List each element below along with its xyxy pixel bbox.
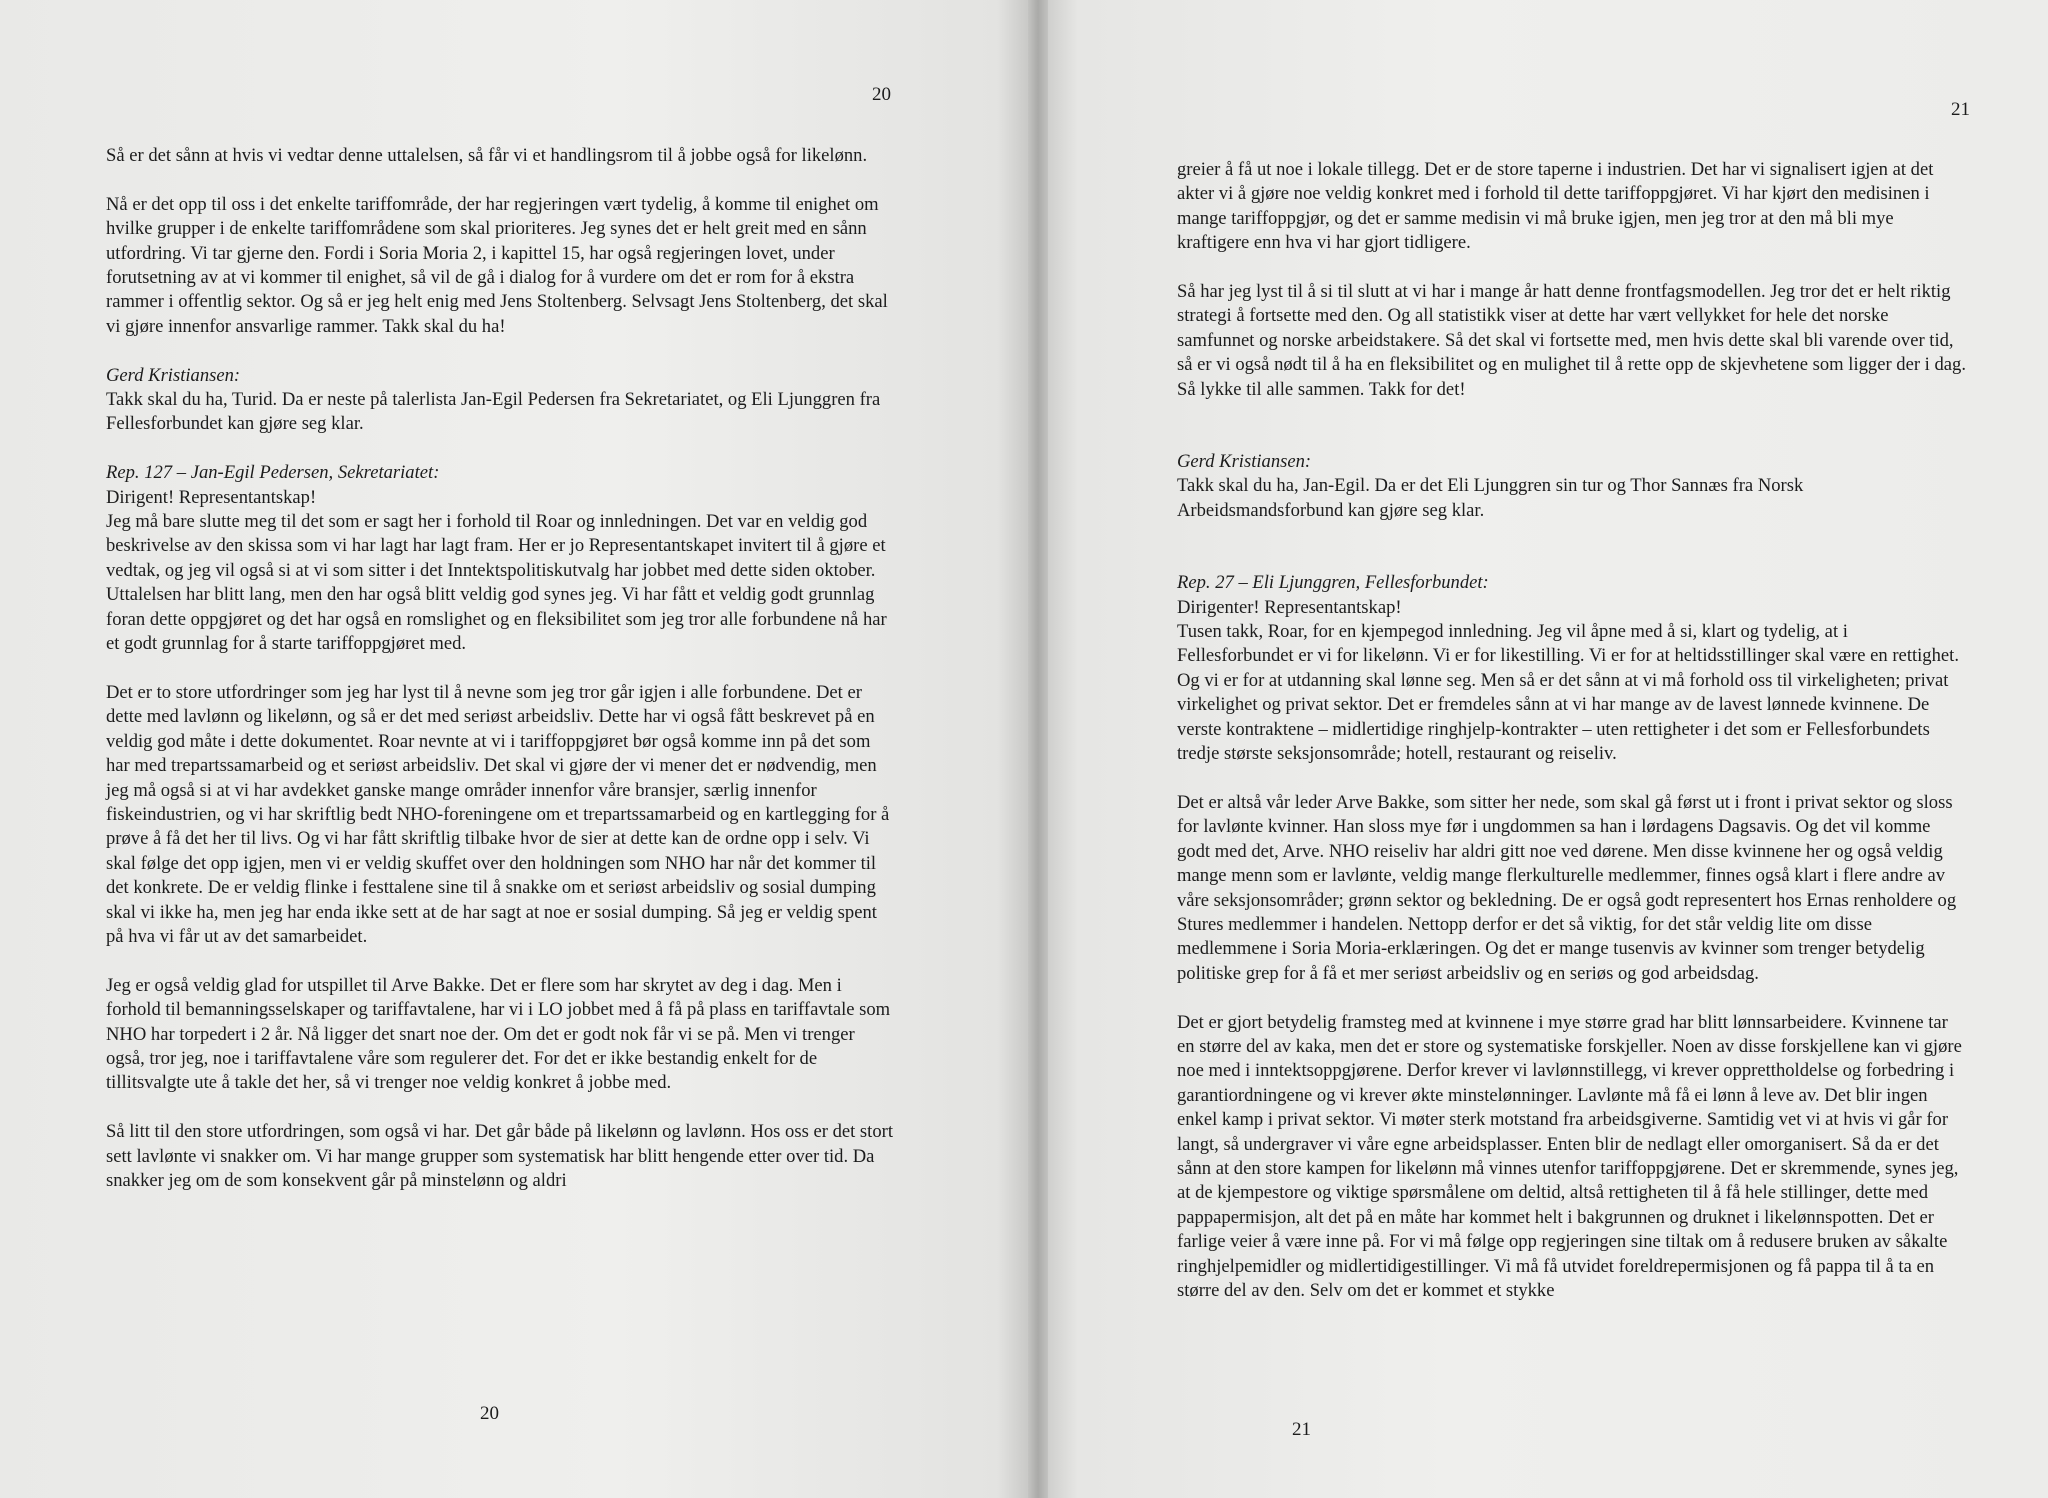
paragraph: Så er det sånn at hvis vi vedtar denne uttalelsen, så får vi et handlingsrom til å jobbe også for likelønn. bbox=[106, 145, 868, 166]
book-gutter bbox=[1028, 0, 1048, 1498]
speaker-block bbox=[1177, 450, 1967, 523]
speaker-block bbox=[106, 461, 896, 656]
speech-text: Takk skal du ha, Turid. Da er neste på talerlista Jan-Egil Pedersen fra Sekretariatet, og Eli Ljunggren fra Fellesforbundet kan gjøre seg klar. bbox=[106, 389, 881, 435]
speaker-name: Gerd Kristiansen: bbox=[106, 364, 241, 386]
speech-greeting: Dirigenter! Representantskap! bbox=[1177, 596, 1402, 618]
paragraph: greier å få ut noe i lokale tillegg. Det er de store taperne i industrien. Det har vi signalisert igjen at det akter vi å gjøre noe veldig konkret med i forhold til dette tariffoppgjøret. Vi har kjørt den medisinen i mange tariffoppgjør, og det er samme medisin vi må bruke igjen, men jeg tror at den må bli mye kraftigere enn hva vi har gjort tidligere. bbox=[1177, 159, 1934, 254]
page-number-top: 20 bbox=[872, 84, 891, 105]
paragraph: Det er to store utfordringer som jeg har lyst til å nevne som jeg tror går igjen i alle forbundene. Det er dette med lavlønn og likelønn, og så er det med seriøst arbeidsliv. Dette har vi også fått beskrevet på en veldig god måte i dette dokumentet. Roar nevnte at vi i tariffoppgjøret bør også komme inn på det som har med trepartssamarbeid og et seriøst arbeidsliv. Det skal vi gjøre der vi mener det er nødvendig, men jeg må også si at vi har avdekket ganske mange områder innenfor våre bransjer, særlig innenfor fiskeindustrien, og vi har skriftlig bedt NHO-foreningene om et trepartssamarbeid og en kartlegging for å prøve å få det her til livs. Og vi har fått skriftlig tilbake hvor de sier at dette kan de ordne opp i selv. Vi skal følge det opp igjen, men vi er veldig skuffet over den holdningen som NHO har når det kommer til det konkrete. De er veldig flinke i festtalene sine til å snakke om et seriøst arbeidsliv og sosial dumping skal vi ikke ha, men jeg har enda ikke sett at de har sagt at noe er sosial dumping. Så jeg er veldig spent på hva vi får ut av det samarbeidet. bbox=[106, 681, 890, 947]
speech-text: Takk skal du ha, Jan-Egil. Da er det Eli Ljunggren sin tur og Thor Sannæs fra Norsk Arbeidsmandsforbund kan gjøre seg klar. bbox=[1177, 475, 1804, 521]
left-page-text bbox=[106, 144, 896, 1218]
speech-text: Tusen takk, Roar, for en kjempegod innledning. Jeg vil åpne med å si, klart og tydelig, at i Fellesforbundet er vi for likelønn. Vi er for likestilling. Vi er for at heltidsstillinger skal være en rettighet. Og vi er for at utdanning skal lønne seg. Men så er det sånn at vi må forhold oss til virkeligheten; privat virkelighet og privat sektor. Det er fremdeles sånn at vi har mange av de lavest lønnede kvinnene. De verste kontraktene – midlertidige ringhjelp-kontrakter – uten rettigheter i det som er Fellesforbundets tredje største seksjonsområde; hotell, restaurant og reiseliv. bbox=[1177, 621, 1959, 765]
paragraph: Så har jeg lyst til å si til slutt at vi har i mange år hatt denne frontfagsmodellen. Jeg tror det er helt riktig strategi å fortsette med den. Og all statistikk viser at dette har vært vellykket for hele det norske samfunnet og norske arbeidstakere. Så det skal vi fortsette med, men hvis dette skal bli varende over tid, så er vi også nødt til å ha en fleksibilitet og en mulighet til å rette opp de skjevhetene som ligger der i dag. Så lykke til alle sammen. Takk for det! bbox=[1177, 281, 1966, 400]
speaker-block bbox=[106, 364, 896, 437]
paragraph: Jeg er også veldig glad for utspillet til Arve Bakke. Det er flere som har skrytet av deg i dag. Men i forhold til bemanningsselskaper og tariffavtalene, har vi i LO jobbet med å få på plass en tariffavtale som NHO har torpedert i 2 år. Nå ligger det snart noe der. Om det er godt nok får vi se på. Men vi trenger også, tror jeg, noe i tariffavtalene våre som regulerer det. For det er ikke bestandig enkelt for de tillitsvalgte ute å takle det her, så vi trenger noe veldig konkret å jobbe med. bbox=[106, 974, 891, 1094]
speech-greeting: Dirigent! Representantskap! bbox=[106, 486, 317, 508]
paragraph: Det er gjort betydelig framsteg med at kvinnene i mye større grad har blitt lønnsarbeidere. Kvinnene tar en større del av kaka, men det er store og systematiske forskjeller. Noen av disse forskjellene kan vi gjøre noe med i inntektsoppgjørene. Derfor krever vi lavlønnstillegg, vi krever opprettholdelse og forbedring i garantiordningene og vi krever økte minstelønninger. Lavlønte må få ei lønn å leve av. Det blir ingen enkel kamp i privat sektor. Vi møter sterk motstand fra arbeidsgiverne. Samtidig vet vi at hvis vi går for langt, så undergraver vi våre egne arbeidsplasser. Enten blir de nedlagt eller omorganisert. Så da er det sånn at den store kampen for likelønn må vinnes utenfor tariffoppgjørene. Det er skremmende, synes jeg, at de kjempestore og viktige spørsmålene om deltid, altså rettigheten til å få hele stillinger, dette med pappapermisjon, alt det på en måte har kommet helt i bakgrunnen og druknet i likelønnspotten. Det er farlige veier å være inne på. For vi må følge opp regjeringen sine tiltak om å redusere bruken av såkalte ringhjelpemidler og midlertidigestillinger. Vi må få utvidet foreldrepermisjonen og få pappa til å ta en større del av den. Selv om det er kommet et stykke bbox=[1177, 1011, 1962, 1302]
right-page-text bbox=[1177, 158, 1967, 1328]
paragraph: Det er altså vår leder Arve Bakke, som sitter her nede, som skal gå først ut i front i privat sektor og sloss for lavlønte kvinner. Han sloss mye før i ungdommen sa han i lørdagens Dagsavis. Og det vil komme godt med det, Arve. NHO reiseliv har aldri gitt noe ved dørene. Men disse kvinnene her og også veldig mange menn som er lavlønte, veldig mange flerkulturelle medlemmer, finnes også klart i flere andre av våre seksjonsområder; grønn sektor og bekledning. De er også godt representert hos Ernas renholdere og Stures medlemmer i handelen. Nettopp derfor er det så viktig, for det står veldig lite om disse medlemmene i Soria Moria-erklæringen. Og det er mange tusenvis av kvinner som trenger betydelig politiske grep for å få et mer seriøst arbeidsliv og en seriøs og god arbeidsdag. bbox=[1177, 791, 1957, 984]
speaker-name: Gerd Kristiansen: bbox=[1177, 451, 1312, 473]
speech-text: Jeg må bare slutte meg til det som er sagt her i forhold til Roar og innledningen. Det var en veldig god beskrivelse av den skissa som vi har lagt har lagt fram. Her er jo Representantskapet invitert til å gjøre et vedtak, og jeg vil også si at vi som sitter i det Inntektspolitiskutvalg har jobbet med dette siden oktober. Uttalelsen har blitt lang, men den har også blitt veldig god synes jeg. Vi har fått et veldig godt grunnlag foran dette oppgjøret og det har også en romslighet og en fleksibilitet som jeg tror alle forbundene nå har et godt grunnlag for å starte tariffoppgjøret med. bbox=[106, 511, 887, 655]
paragraph: Nå er det opp til oss i det enkelte tariffområde, der har regjeringen vært tydelig, å komme til enighet om hvilke grupper i de enkelte tariffområdene som skal prioriteres. Jeg synes det er helt greit med en sånn utfordring. Vi tar gjerne den. Fordi i Soria Moria 2, i kapittel 15, har også regjeringen lovet, under forutsetning av at vi kommer til enighet, så vil de gå i dialog for å vurdere om det er rom for å ekstra rammer i offentlig sektor. Og så er jeg helt enig med Jens Stoltenberg. Selvsagt Jens Stoltenberg, det skal vi gjøre innenfor ansvarlige rammer. Takk skal du ha! bbox=[106, 193, 888, 337]
speaker-name: Rep. 127 – Jan-Egil Pedersen, Sekretariatet: bbox=[106, 462, 440, 484]
paragraph: Så litt til den store utfordringen, som også vi har. Det går både på likelønn og lavlønn. Hos oss er det stort sett lavlønte vi snakker om. Vi har mange grupper som systematisk har blitt hengende etter over tid. Da snakker jeg om de som konsekvent går på minstelønn og aldri bbox=[106, 1121, 893, 1191]
page-number-bottom: 21 bbox=[1292, 1419, 1311, 1440]
page-number-bottom: 20 bbox=[480, 1403, 499, 1424]
page-number-top: 21 bbox=[1951, 99, 1970, 120]
right-page bbox=[1048, 0, 2048, 1498]
speaker-name: Rep. 27 – Eli Ljunggren, Fellesforbundet: bbox=[1177, 572, 1489, 594]
speaker-block bbox=[1177, 571, 1967, 766]
